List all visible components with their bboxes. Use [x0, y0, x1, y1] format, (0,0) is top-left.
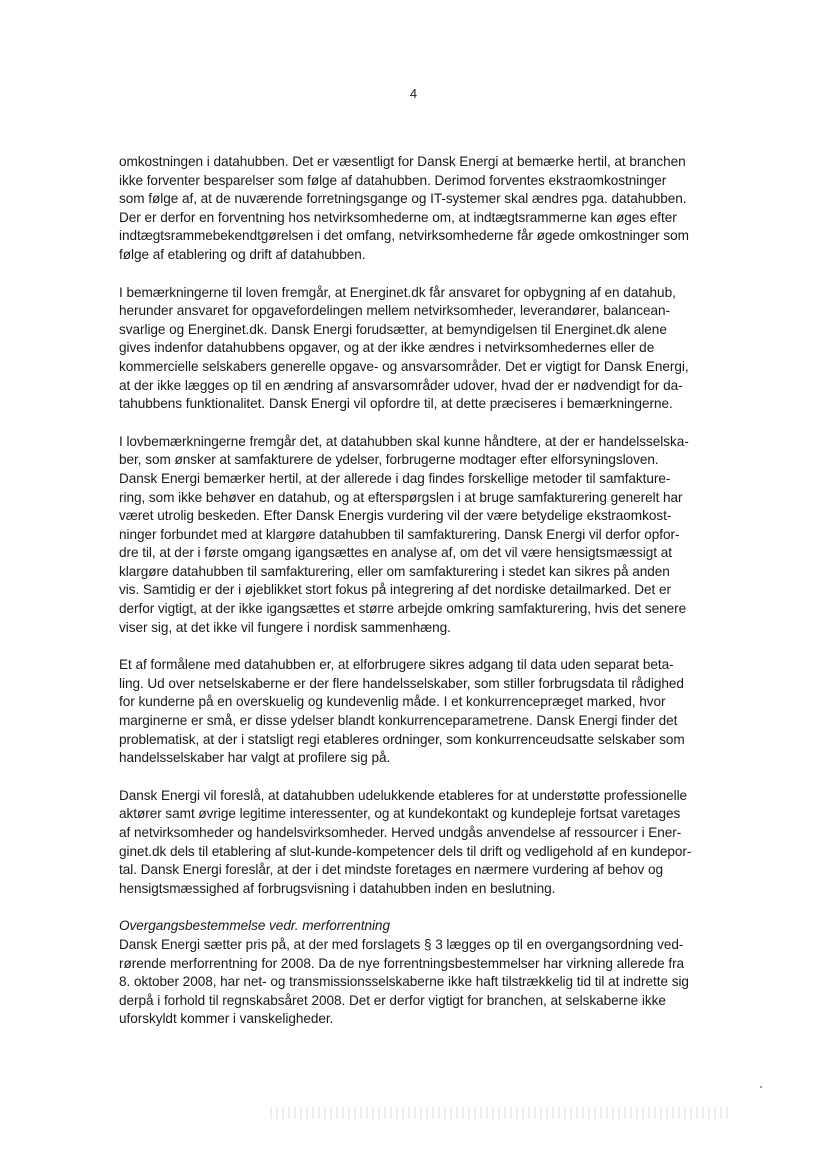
text-line: Dansk Energi bemærker hertil, at der allerede i dag findes forskellige metoder til samfakture- [119, 470, 671, 486]
text-line: ginet.dk dels til etablering af slut-kunde-kompetencer dels til drift og vedligehold af en kundepor- [119, 843, 692, 859]
paragraph-3 [119, 433, 731, 638]
text-line: herunder ansvaret for opgavefordelingen mellem netvirksomheder, leverandører, balancean- [119, 303, 670, 319]
section-heading: Overgangsbestemmelse vedr. merforrentning [119, 918, 390, 934]
scan-artifact-noise [270, 1107, 728, 1119]
text-line: tal. Dansk Energi foreslår, at der i det mindste foretages en nærmere vurdering af behov og [119, 862, 664, 878]
text-line: indtægtsrammebekendtgørelsen i det omfang, netvirksomhederne får øgede omkostninger som [119, 228, 689, 244]
text-line: ber, som ønsker at samfakturere de ydelser, forbrugerne modtager efter elforsyningsloven. [119, 452, 659, 468]
scan-artifact-dot [760, 1086, 762, 1088]
page-number: 4 [409, 86, 418, 101]
text-line: ring, som ikke behøver en datahub, og at efterspørgslen i at bruge samfakturering generelt har [119, 489, 683, 505]
text-line: marginerne er små, er disse ydelser blandt konkurrenceparametrene. Dansk Energi finder det [119, 713, 678, 729]
text-line: ling. Ud over netselskaberne er der flere handelsselskaber, som stiller forbrugsdata til rådighed [119, 675, 684, 691]
text-line: hensigtsmæssighed af forbrugsvisning i datahubben inden en beslutning. [119, 880, 556, 896]
text-line: klargøre datahubben til samfakturering, eller om samfakturering i stedet kan sikres på anden [119, 563, 670, 579]
text-line: ikke forventer besparelser som følge af datahubben. Derimod forventes ekstraomkostninger [119, 172, 667, 188]
text-line: dre til, at der i første omgang igangsættes en analyse af, om det vil være hensigtsmæssigt at [119, 545, 672, 561]
text-line: rørende merforrentning for 2008. Da de nye forrentningsbestemmelser har virkning allerede fra [119, 955, 685, 971]
text-line: som følge af, at de nuværende forretningsgange og IT-systemer skal ændres pga. datahubben. [119, 191, 687, 207]
text-line: omkostningen i datahubben. Det er væsentligt for Dansk Energi at bemærke hertil, at branchen [119, 154, 686, 169]
text-line: 8. oktober 2008, har net- og transmissionsselskaberne ikke haft tilstrækkelig tid til at indrette sig [119, 974, 689, 990]
text-line: vis. Samtidig er der i øjeblikket stort fokus på integrering af det nordiske detailmarked. Det er [119, 582, 671, 598]
section-overgangsbestemmelse [119, 917, 731, 1029]
text-line: været utrolig beskeden. Efter Dansk Energis vurdering vil der være betydelige ekstraomkost- [119, 508, 672, 524]
text-line: I lovbemærkningerne fremgår det, at datahubben skal kunne håndtere, at der er handelsselska- [119, 433, 689, 449]
text-line: af netvirksomheder og handelsvirksomheder. Herved undgås anvendelse af ressourcer i Ener- [119, 825, 682, 840]
text-line: gives indenfor datahubbens opgaver, og at der ikke ændres i netvirksomhedernes eller de [119, 340, 655, 356]
text-line: Der er derfor en forventning hos netvirksomhederne om, at indtægtsrammerne kan øges efter [119, 209, 677, 225]
paragraph-2 [119, 284, 731, 414]
text-line: derpå i forhold til regnskabsåret 2008. Det er derfor vigtigt for branchen, at selskaberne ikke [119, 992, 666, 1008]
text-line: I bemærkningerne til loven fremgår, at Energinet.dk får ansvaret for opbygning af en datahub, [119, 284, 676, 300]
text-line: ninger forbundet med at klargøre datahubben til samfakturering. Dansk Energi vil derfor opfor- [119, 526, 680, 542]
text-line: at der ikke lægges op til en ændring af ansvarsområder udover, hvad der er nødvendigt for da- [119, 377, 683, 393]
text-line: aktører samt øvrige legitime interessenter, og at kundekontakt og kundepleje fortsat varetages [119, 806, 681, 822]
text-line: følge af etablering og drift af datahubben. [119, 246, 366, 262]
text-line: svarlige og Energinet.dk. Dansk Energi forudsætter, at bemyndigelsen til Energinet.dk alene [119, 321, 667, 337]
text-line: Dansk Energi sætter pris på, at der med forslagets § 3 lægges op til en overgangsordning ved- [119, 936, 684, 952]
text-line: derfor vigtigt, at der ikke igangsættes et større arbejde omkring samfakturering, hvis det senere [119, 601, 687, 617]
paragraph-1 [119, 153, 731, 265]
text-line: Dansk Energi vil foreslå, at datahubben udelukkende etableres for at understøtte professionelle [119, 787, 688, 803]
text-line: kommercielle selskabers generelle opgave- og ansvarsområder. Det er vigtigt for Dansk Energi, [119, 358, 689, 374]
paragraph-4 [119, 656, 731, 768]
text-line: viser sig, at det ikke vil fungere i nordisk sammenhæng. [119, 619, 451, 635]
paragraph-5 [119, 787, 731, 899]
text-line: Et af formålene med datahubben er, at elforbrugere sikres adgang til data uden separat beta- [119, 657, 674, 673]
text-line: handelsselskaber har valgt at profilere sig på. [119, 750, 391, 766]
text-line: for kunderne på en overskuelig og kundevenlig måde. I et konkurrencepræget marked, hvor [119, 694, 666, 710]
text-line: uforskyldt kommer i vanskeligheder. [119, 1011, 334, 1027]
text-line: tahubbens funktionalitet. Dansk Energi vil opfordre til, at dette præciseres i bemærkningerne. [119, 396, 673, 412]
text-line: problematisk, at der i statsligt regi etableres ordninger, som konkurrenceudsatte selskaber som [119, 731, 685, 747]
document-body [119, 153, 731, 1048]
